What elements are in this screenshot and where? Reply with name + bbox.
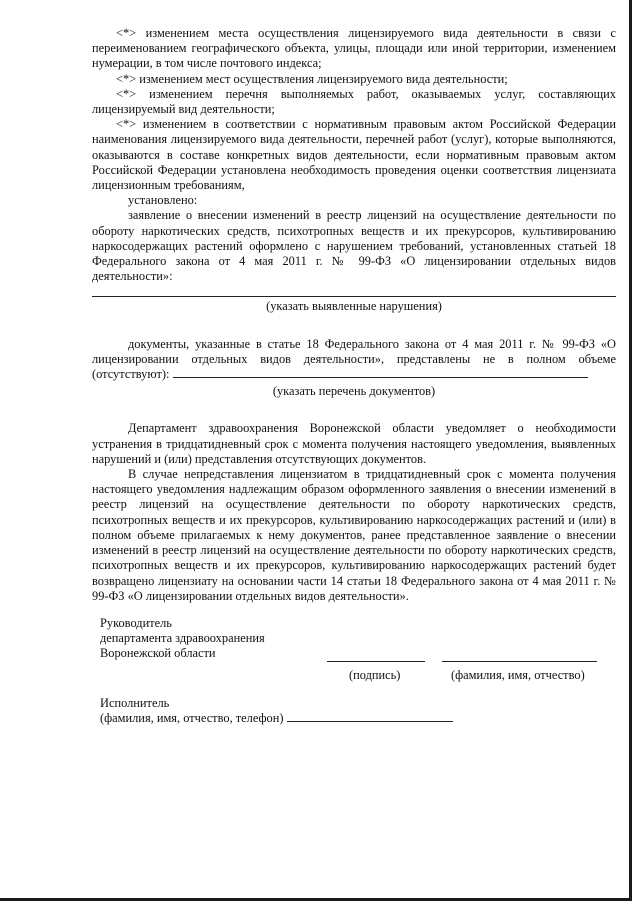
executor-block (100, 696, 453, 726)
documents-text: документы, указанные в статье 18 Федерального закона от 4 мая 2011 г. № 99-ФЗ «О лицензировании отдельных видов деятельности», представлены не в полном объеме (отсутствуют): (92, 336, 616, 382)
notice-paragraph-1: Департамент здравоохранения Воронежской области уведомляет о необходимости устранения в тридцатидневный срок с момента получения настоящего уведомления, выявленных нарушений и (или) представления отсутствующих документов. (92, 421, 616, 466)
change-item-3: <*> изменением перечня выполняемых работ, оказываемых услуг, составляющих лицензируемый вид деятельности; (92, 86, 616, 117)
documents-caption: (указать перечень документов) (272, 384, 436, 399)
name-line (442, 660, 597, 662)
signatory-block (100, 616, 265, 662)
signatory-line-1: Руководитель (100, 616, 172, 630)
notice-paragraph-2: В случае непредставления лицензиатом в тридцатидневный срок с момента получения настоящего уведомления надлежащим образом оформленного заявления о внесении изменений в реестр лицензий на осуществление деятельности по обороту наркотических средств, психотропных веществ и их прекурсоров, культивированию наркосодержащих растений и (или) в полном объеме прилагаемых к нему документов, ранее представленное заявление о внесении изменений в реестр лицензий на осуществление деятельности по обороту наркотических средств, психотропных веществ и их прекурсоров, культивированию наркосодержащих растений будет возвращено лицензиату на основании части 14 статьи 18 Федерального закона от 4 мая 2011 г. № 99-ФЗ «О лицензировании отдельных видов деятельности». (92, 467, 616, 603)
documents-paragraph (92, 337, 616, 383)
document-body (92, 26, 616, 604)
name-caption: (фамилия, имя, отчество) (451, 668, 585, 682)
change-item-2: <*> изменением мест осуществления лицензируемого вида деятельности; (116, 71, 508, 86)
documents-blank-line (173, 367, 588, 378)
signature-caption: (подпись) (349, 668, 401, 682)
established-label: установлено: (128, 193, 198, 208)
statement-paragraph: заявление о внесении изменений в реестр лицензий на осуществление деятельности по обороту наркотических средств, психотропных веществ и их прекурсоров, культивированию наркосодержащих растений оформлено с нарушением требований, установленных статьей 18 Федерального закона от 4 мая 2011 г. № 99-ФЗ «О лицензировании отдельных видов деятельности»: (92, 208, 616, 284)
executor-label: Исполнитель (100, 696, 170, 710)
change-item-4: <*> изменением в соответствии с нормативным правовым актом Российской Федерации наименования лицензируемого вида деятельности, перечней работ (услуг), которые выполняются, оказываются в составе конкретных видов деятельности, если нормативным правовым актом Российской Федерации установлена необходимость проведения оценки соответствия лицензиата лицензионным требованиям, (92, 117, 616, 193)
violations-caption: (указать выявленные нарушения) (266, 299, 442, 314)
executor-blank-line (287, 711, 453, 722)
executor-details-row (100, 711, 453, 726)
signatory-line-2: департамента здравоохранения (100, 631, 265, 646)
violations-blank-line (92, 286, 616, 297)
change-item-1: <*> изменением места осуществления лицензируемого вида деятельности в связи с переименованием географического объекта, улицы, площади или иной территории, изменением нумерации, в том числе почтового индекса; (92, 26, 616, 71)
executor-details: (фамилия, имя, отчество, телефон) (100, 711, 284, 726)
signature-line (327, 660, 425, 662)
signatory-line-3: Воронежской области (100, 646, 216, 661)
